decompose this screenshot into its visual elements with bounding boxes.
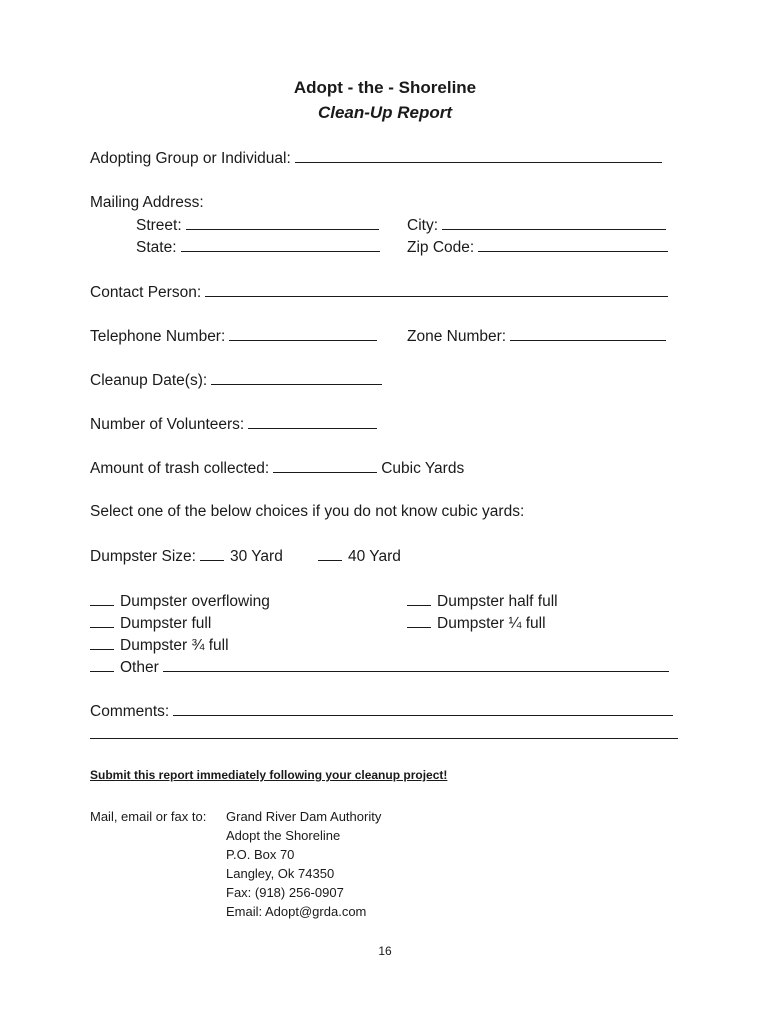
option-three-quarter-label: Dumpster ¾ full: [120, 637, 229, 654]
zone-label: Zone Number:: [407, 328, 507, 345]
size-40-label: 40 Yard: [348, 548, 401, 565]
page-number: 16: [378, 944, 392, 958]
state-input-line[interactable]: [181, 238, 380, 252]
size-30-label: 30 Yard: [229, 548, 283, 565]
volunteers-field-row: [90, 415, 377, 434]
volunteers-label: Number of Volunteers:: [90, 416, 245, 433]
option-half-full-label: Dumpster half full: [437, 593, 558, 610]
mailing-address-label: Mailing Address:: [90, 194, 204, 211]
group-field-row: [90, 149, 662, 168]
option-three-quarter-row: [90, 636, 229, 655]
phone-label: Telephone Number:: [90, 328, 226, 345]
trash-label: Amount of trash collected:: [90, 460, 270, 477]
contact-label: Contact Person:: [90, 284, 202, 301]
option-other-input-line[interactable]: [163, 658, 669, 672]
address-line: Langley, Ok 74350: [226, 866, 335, 881]
option-full-row: [90, 614, 211, 633]
option-half-full-row: [407, 592, 558, 611]
mail-address-block: [226, 807, 381, 921]
state-field-row: [136, 238, 380, 257]
submit-notice: Submit this report immediately following your cleanup project!: [90, 768, 448, 782]
street-input-line[interactable]: [186, 216, 379, 230]
mail-to-label: Mail, email or fax to:: [90, 809, 207, 824]
comments-input-line[interactable]: [173, 702, 673, 716]
address-line: Adopt the Shoreline: [226, 828, 341, 843]
option-other-label: Other: [120, 659, 159, 676]
trash-unit: Cubic Yards: [381, 460, 465, 477]
zone-field-row: [407, 327, 666, 346]
city-input-line[interactable]: [442, 216, 666, 230]
address-line: Grand River Dam Authority: [226, 809, 382, 824]
option-full-label: Dumpster full: [120, 615, 212, 632]
fax-line: Fax: (918) 256-0907: [226, 885, 344, 900]
trash-input-line[interactable]: [273, 459, 377, 473]
phone-field-row: [90, 327, 377, 346]
street-label: Street:: [136, 217, 182, 234]
zip-label: Zip Code:: [407, 239, 475, 256]
comments-label: Comments:: [90, 703, 170, 720]
group-input-line[interactable]: [295, 149, 662, 163]
dumpster-size-row: [90, 547, 283, 566]
option-other-check-line[interactable]: [90, 658, 114, 672]
contact-field-row: [90, 283, 668, 302]
option-three-quarter-check-line[interactable]: [90, 636, 114, 650]
date-field-row: [90, 371, 382, 390]
date-input-line[interactable]: [211, 371, 382, 385]
option-full-check-line[interactable]: [90, 614, 114, 628]
comments-input-line-2[interactable]: [90, 738, 678, 739]
option-quarter-full-label: Dumpster ¼ full: [437, 615, 546, 632]
size-40-check-line[interactable]: [318, 547, 342, 561]
city-label: City:: [407, 217, 438, 234]
zip-input-line[interactable]: [478, 238, 668, 252]
option-other-row: [90, 658, 669, 677]
option-quarter-full-check-line[interactable]: [407, 614, 431, 628]
state-label: State:: [136, 239, 177, 256]
size-30-check-line[interactable]: [200, 547, 224, 561]
street-field-row: [136, 216, 379, 235]
group-label: Adopting Group or Individual:: [90, 150, 291, 167]
page-title: Adopt - the - Shoreline: [293, 78, 477, 97]
address-line: P.O. Box 70: [226, 847, 295, 862]
option-overflowing-row: [90, 592, 270, 611]
comments-field-row: [90, 702, 673, 721]
volunteers-input-line[interactable]: [248, 415, 377, 429]
select-instruction: Select one of the below choices if you do not know cubic yards:: [90, 503, 525, 520]
dumpster-size-label: Dumpster Size:: [90, 548, 196, 565]
option-overflowing-check-line[interactable]: [90, 592, 114, 606]
email-line: Email: Adopt@grda.com: [226, 904, 367, 919]
phone-input-line[interactable]: [229, 327, 377, 341]
contact-input-line[interactable]: [205, 283, 668, 297]
page-subtitle: Clean-Up Report: [317, 103, 453, 122]
option-quarter-full-row: [407, 614, 546, 633]
option-overflowing-label: Dumpster overflowing: [120, 593, 270, 610]
trash-field-row: [90, 459, 464, 478]
size-40-row: [318, 547, 401, 566]
zip-field-row: [407, 238, 668, 257]
date-label: Cleanup Date(s):: [90, 372, 208, 389]
option-half-full-check-line[interactable]: [407, 592, 431, 606]
zone-input-line[interactable]: [510, 327, 666, 341]
city-field-row: [407, 216, 666, 235]
